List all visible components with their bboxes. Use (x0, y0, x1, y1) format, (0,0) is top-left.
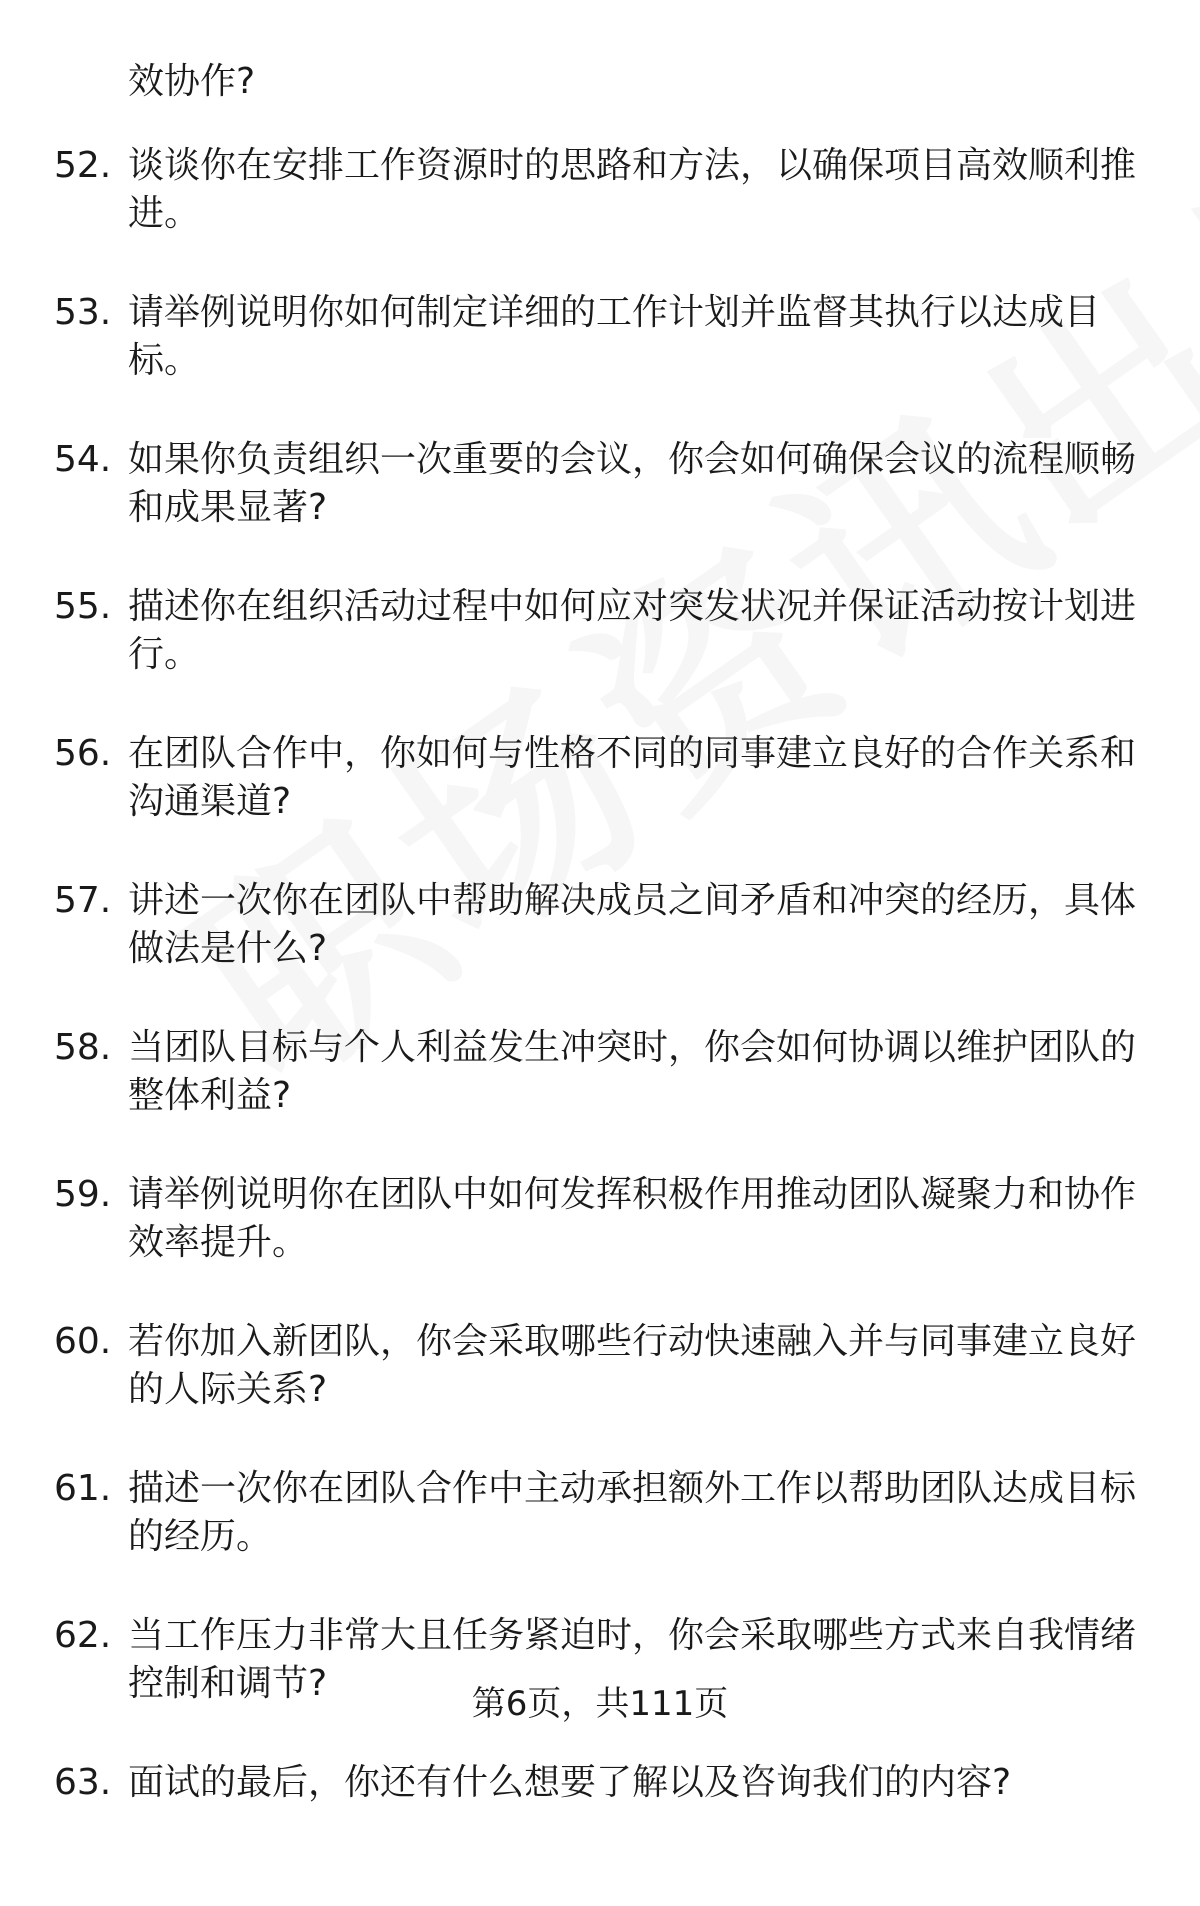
question-text: 描述你在组织活动过程中如何应对突发状况并保证活动按计划进行。 (128, 586, 1137, 675)
question-text: 请举例说明你在团队中如何发挥积极作用推动团队凝聚力和协作效率提升。 (128, 1174, 1137, 1263)
question-number: 54. (54, 439, 112, 480)
question-text: 请举例说明你如何制定详细的工作计划并监督其执行以达成目标。 (128, 292, 1101, 381)
question-item (0, 1318, 1200, 1465)
question-number: 52. (54, 145, 112, 186)
question-text: 讲述一次你在团队中帮助解决成员之间矛盾和冲突的经历，具体做法是什么? (128, 880, 1137, 969)
question-number: 62. (54, 1615, 112, 1656)
question-item (0, 1465, 1200, 1612)
question-text: 描述一次你在团队合作中主动承担额外工作以帮助团队达成目标的经历。 (128, 1468, 1137, 1557)
question-item (0, 583, 1200, 730)
question-item (0, 877, 1200, 1024)
question-item (0, 142, 1200, 289)
question-number: 63. (54, 1762, 112, 1803)
question-text: 面试的最后，你还有什么想要了解以及咨询我们的内容? (128, 1762, 1012, 1803)
question-text: 若你加入新团队，你会采取哪些行动快速融入并与同事建立良好的人际关系? (128, 1321, 1137, 1410)
question-text: 当工作压力非常大且任务紧迫时，你会采取哪些方式来自我情绪控制和调节? (128, 1615, 1137, 1704)
question-text: 如果你负责组织一次重要的会议，你会如何确保会议的流程顺畅和成果显著? (128, 439, 1137, 528)
question-item (0, 289, 1200, 436)
question-item (0, 436, 1200, 583)
previous-question-continuation: 效协作? (128, 61, 256, 102)
question-item (0, 1171, 1200, 1318)
page-footer: 第6页，共111页 (471, 1684, 729, 1724)
question-number: 60. (54, 1321, 112, 1362)
question-number: 59. (54, 1174, 112, 1215)
question-number: 53. (54, 292, 112, 333)
question-item (0, 1759, 1200, 1906)
question-number: 58. (54, 1027, 112, 1068)
question-item (0, 1024, 1200, 1171)
question-number: 57. (54, 880, 112, 921)
question-number: 56. (54, 733, 112, 774)
question-list (0, 142, 1200, 1906)
question-item (0, 730, 1200, 877)
question-text: 在团队合作中，你如何与性格不同的同事建立良好的合作关系和沟通渠道? (128, 733, 1137, 822)
question-text: 当团队目标与个人利益发生冲突时，你会如何协调以维护团队的整体利益? (128, 1027, 1137, 1116)
question-text: 谈谈你在安排工作资源时的思路和方法，以确保项目高效顺利推进。 (128, 145, 1137, 234)
question-number: 61. (54, 1468, 112, 1509)
question-number: 55. (54, 586, 112, 627)
